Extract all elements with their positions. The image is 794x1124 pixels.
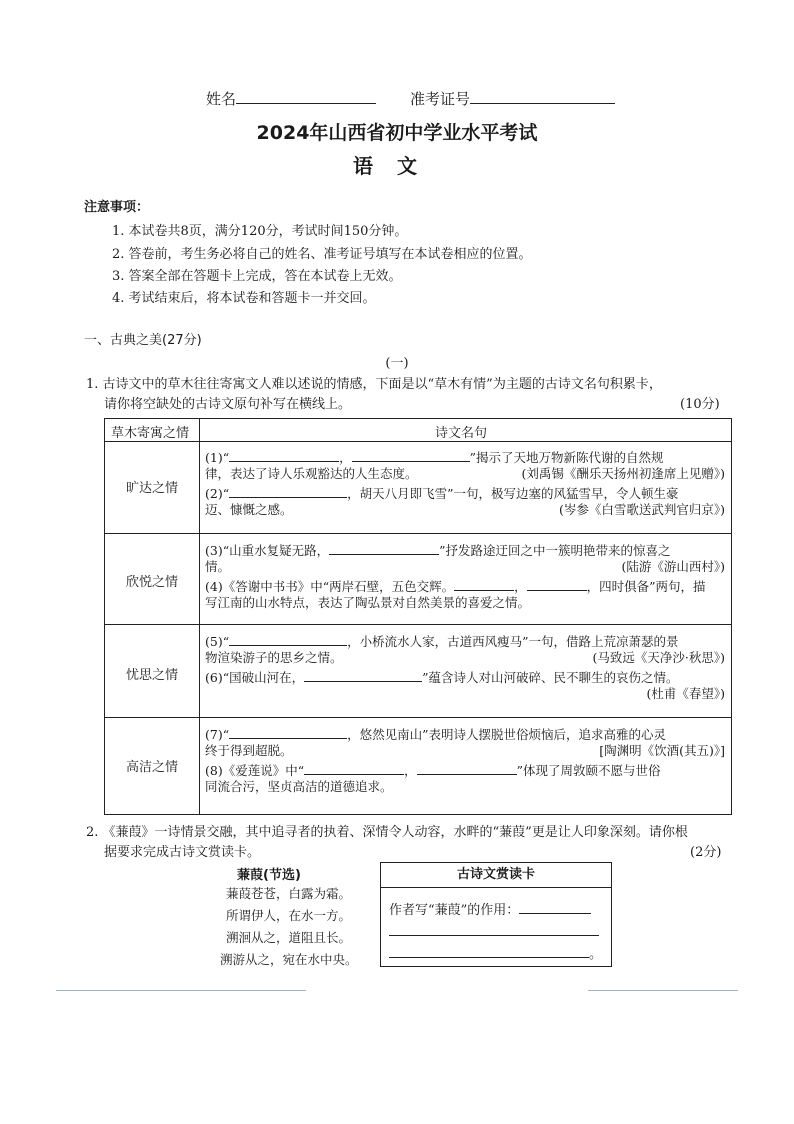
reading-card-line: 。 [389, 943, 602, 962]
answer-blank-2[interactable] [229, 483, 347, 498]
answer-blank-3[interactable] [329, 540, 439, 555]
reading-card-blank-2[interactable] [389, 921, 599, 936]
q2-score: (2分) [690, 845, 722, 860]
answer-blank-4b[interactable] [527, 576, 587, 591]
exam-title: 2024年山西省初中学业水平考试 [256, 122, 538, 144]
reading-card-title: 古诗文赏读卡 [381, 863, 611, 888]
reading-card [380, 862, 612, 967]
poem-title: 蒹葭(节选) [237, 868, 301, 883]
section-title: 一、古典之美(27分) [84, 333, 202, 348]
reading-card-blank-1[interactable] [519, 899, 591, 914]
exam-id-blank[interactable] [470, 89, 615, 104]
answer-blank-6[interactable] [304, 667, 422, 682]
answer-blank-8b[interactable] [417, 760, 517, 775]
q1-score: (10分) [680, 397, 720, 412]
table-row: (7)“ ，悠然见南山”表明诗人摆脱世俗烦恼后，追求高雅的心灵 终于得到超脱。 [陶渊明《饮酒(其五)》] (8)《爱莲说》中“ ， ”体现了周敦颐不愿与世俗 同流合污，坚贞高洁的道德追求。 [205, 724, 725, 796]
poem-line: 所谓伊人，在水一方。 [226, 908, 352, 923]
q2-stem-line1: 2. 《蒹葭》一诗情景交融，其中追寻者的执着、深情令人动容，水畔的“蒹葭”更是让人印象深刻。请你根 [86, 825, 688, 840]
poem-table [104, 418, 732, 815]
notes-heading: 注意事项： [84, 200, 150, 215]
exam-id-field [410, 88, 615, 109]
part-number: (一) [385, 356, 409, 371]
category-label: 欣悦之情 [125, 575, 178, 590]
divider [56, 990, 306, 991]
answer-blank-7[interactable] [229, 724, 347, 739]
table-row: (5)“ ，小桥流水人家，古道西风瘦马”一句，借路上荒凉萧瑟的景 物渲染游子的思乡之情。 (马致远《天净沙·秋思》) (6)“国破山河在， ”蕴含诗人对山河破碎、民不聊生的哀伤之情。 (杜甫《春望》) [205, 631, 725, 703]
reading-card-prompt: 作者写“蒹葭”的作用： [389, 899, 591, 918]
q1-stem-line2: 请你将空缺处的古诗文原句补写在横线上。 [104, 397, 352, 412]
category-label: 忧思之情 [125, 668, 178, 683]
answer-blank-1a[interactable] [229, 447, 339, 462]
answer-blank-4a[interactable] [454, 576, 514, 591]
poem-line: 溯洄从之，道阻且长。 [226, 930, 352, 945]
answer-blank-8a[interactable] [304, 760, 404, 775]
note-item: 3. 答案全部在答题卡上完成，答在本试卷上无效。 [112, 269, 402, 284]
answer-blank-5[interactable] [229, 631, 347, 646]
exam-id-label: 准考证号 [410, 90, 471, 108]
name-label: 姓名 [206, 90, 237, 108]
note-item: 2. 答卷前，考生务必将自己的姓名、准考证号填写在本试卷相应的位置。 [112, 247, 532, 262]
table-header-category: 草木寄寓之情 [111, 426, 190, 441]
answer-blank-1b[interactable] [352, 447, 470, 462]
table-header-lines: 诗文名句 [435, 426, 488, 441]
poem-line: 溯游从之，宛在水中央。 [220, 952, 358, 967]
note-item: 4. 考试结束后，将本试卷和答题卡一并交回。 [112, 291, 376, 306]
divider [588, 990, 738, 991]
reading-card-line [389, 921, 599, 940]
note-item: 1. 本试卷共8页，满分120分，考试时间150分钟。 [112, 224, 408, 239]
category-label: 旷达之情 [125, 481, 178, 496]
exam-subject: 语文 [353, 154, 441, 178]
q1-stem-line1: 1. 古诗文中的草木往往寄寓文人难以述说的情感，下面是以“草木有情”为主题的古诗文名句积累卡， [86, 377, 662, 392]
reading-card-blank-3[interactable] [389, 943, 589, 958]
name-field [206, 88, 376, 109]
q2-stem-line2: 据要求完成古诗文赏读卡。 [104, 845, 261, 860]
name-blank[interactable] [236, 89, 376, 104]
table-row: (1)“ ， ”揭示了天地万物新陈代谢的自然规 律，表达了诗人乐观豁达的人生态度。 (刘禹锡《酬乐天扬州初逢席上见赠》) (2)“ ，胡天八月即飞雪”一句，极写边塞的风猛雪早，令人顿生豪 迈、慷慨之感。 (岑参《白雪歌送武判官归京》) [205, 447, 725, 519]
poem-line: 蒹葭苍苍，白露为霜。 [226, 886, 352, 901]
category-label: 高洁之情 [125, 760, 178, 775]
table-row: (3)“山重水复疑无路， ”抒发路途迂回之中一簇明艳带来的惊喜之 情。 (陆游《游山西村》) (4)《答谢中书书》中“两岸石壁，五色交辉。 ， ，四时俱备”两句，描 写江南的山水特点，表达了陶弘景对自然美景的喜爱之情。 [205, 540, 725, 612]
